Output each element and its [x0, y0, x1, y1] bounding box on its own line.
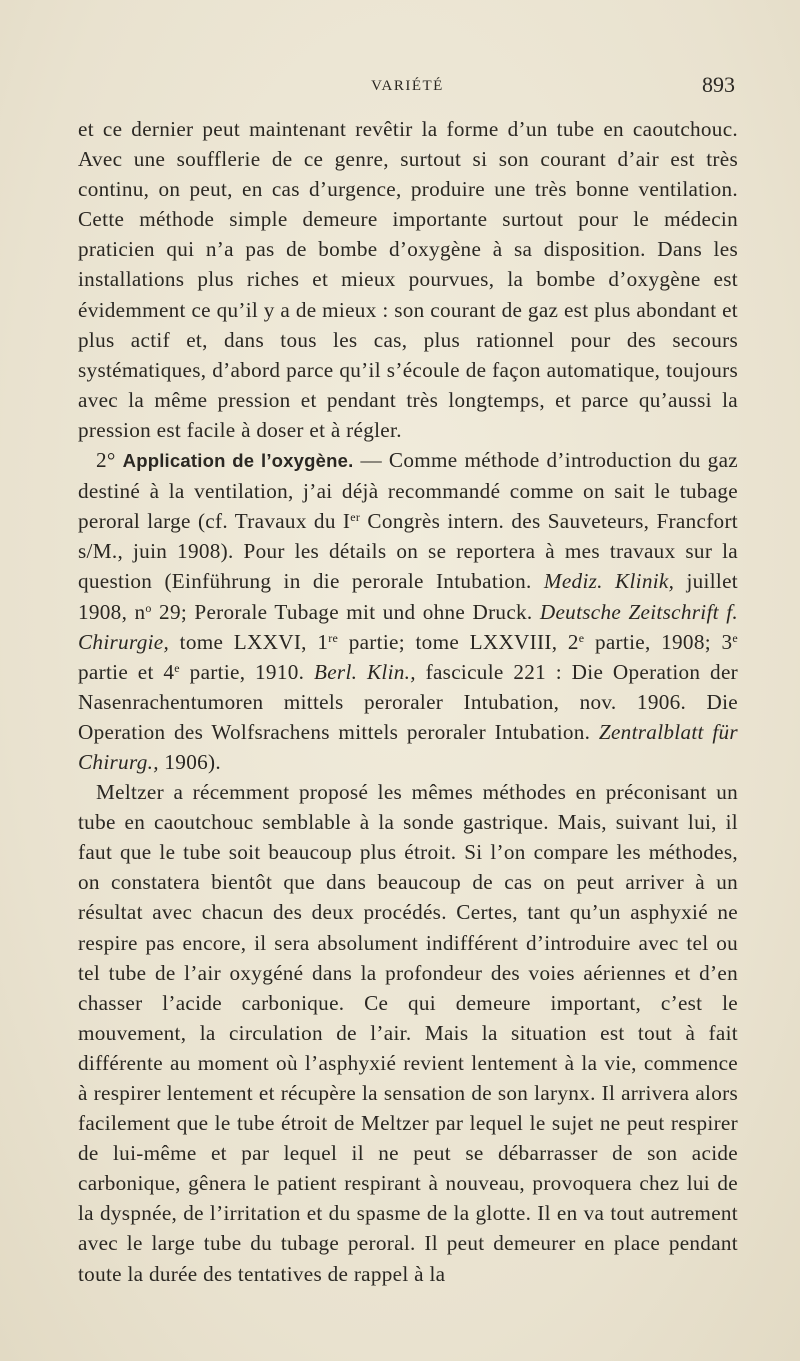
journal-title: Berl. Klin., [313, 659, 416, 684]
journal-title: Zentralblatt für Chirurg., [78, 719, 738, 774]
page-header [80, 72, 735, 106]
paragraph-meltzer: Meltzer a récemment proposé les mêmes méthodes en préconisant un tube en caoutchouc semblable à la sonde gastrique. Mais, suivant lui, il faut que le tube soit beaucoup plus étroit. Si l’on compare les méthodes, on constatera bientôt que dans beaucoup de cas on peut arriver à un résultat avec chacun des deux procédés. Certes, tant qu’un asphyxié ne respire pas encore, il sera absolument indifférent d’introduire avec tel ou tel tube de l’air oxygéné dans la profondeur des voies aériennes et d’en chasser l’acide carbonique. Ce qui demeure important, c’est le mouvement, la circulation de l’air. Mais la situation est tout à fait différente au moment où l’asphyxié revient lentement à la vie, commence à respirer lentement et récupère la sensation de son larynx. Il arrivera alors facilement que le tube étroit de Meltzer par lequel le sujet ne peut respirer de lui-même et par lequel il ne peut se débarrasser de son acide carbonique, gênera le patient respirant à nouveau, provoquera chez lui de la dyspnée, de l’irritation et du spasme de la glotte. Il en va tout autrement avec le large tube du tubage peroral. Il peut demeurer en place pendant toute la durée des tentatives de rappel à la [78, 780, 738, 1286]
superscript: e [732, 630, 738, 645]
section-heading: Application de l’oxygène. [122, 450, 354, 472]
superscript: er [350, 510, 361, 525]
superscript: re [328, 630, 339, 645]
section-number: 2° [96, 448, 116, 473]
paragraph-oxygen-application [78, 445, 738, 777]
text-run: partie; tome LXXVIII, 2 [338, 629, 579, 654]
journal-title: Mediz. Klinik, [543, 569, 675, 594]
paragraph-ventilation: et ce dernier peut maintenant revêtir la forme d’un tube en caoutchouc. Avec une soufflerie de ce genre, surtout si son courant d’air est très continu, on peut, en cas d’urgence, produire une très bonne ventilation. Cette méthode simple demeure importante surtout pour le médecin praticien qui n’a pas de bombe d’oxygène à sa disposition. Dans les installations plus riches et mieux pourvues, la bombe d’oxygène est évidemment ce qu’il y a de mieux : son courant de gaz est plus abondant et plus actif et, dans tous les cas, plus rationnel pour des secours systématiques, d’abord parce qu’il s’écoule de façon automatique, toujours avec la même pression et pendant très longtemps, et parce qu’aussi la pression est facile à doser et à régler. [78, 117, 738, 442]
text-run: partie, 1910. [179, 659, 314, 684]
page-number: 893 [702, 72, 735, 97]
text-run: — Comme méthode d’introduction du gaz destiné à la ventilation, j’ai déjà recommandé comme on sait le tubage peroral large (cf. Travaux du I [78, 448, 738, 534]
superscript: e [578, 630, 585, 645]
journal-title: Deutsche Zeitschrift f. Chirurgie, [78, 599, 738, 654]
body-text [78, 114, 738, 1289]
text-run: partie et 4 [78, 659, 175, 684]
superscript: o [145, 600, 152, 615]
text-run: juillet 1908, n [78, 569, 738, 624]
superscript: e [174, 660, 180, 675]
running-title: VARIÉTÉ [371, 78, 444, 94]
text-run: Congrès intern. des Sauveteurs, Francfort s/M., juin 1908). Pour les détails on se reportera à mes travaux sur la question (Einführung in die perorale Intubation. [78, 509, 738, 594]
text-run: 29; Perorale Tubage mit und ohne Druck. [151, 599, 540, 624]
text-run: tome LXXVI, 1 [169, 629, 329, 654]
text-run: partie, 1908; 3 [584, 629, 733, 654]
text-run: 1906). [158, 749, 221, 774]
text-run: fascicule 221 : Die Operation der Nasenrachentumoren mittels peroraler Intubation, nov. 1906. Die Operation des Wolfsrachens mittels peroraler Intubation. [78, 659, 738, 744]
